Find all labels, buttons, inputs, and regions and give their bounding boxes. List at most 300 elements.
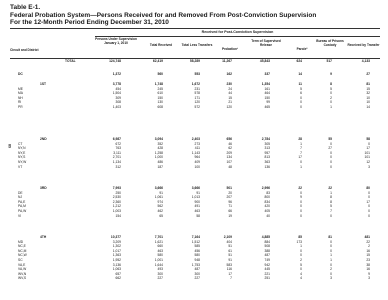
table-cell: 6,987 (112, 137, 121, 141)
table-cell: 656 (226, 137, 232, 141)
table-cell: 65 (159, 213, 163, 218)
table-cell: 10 (366, 100, 370, 105)
table-cell: 207 (226, 195, 232, 200)
table-cell: 608 (157, 104, 163, 109)
table-cell: 1,143 (191, 150, 200, 155)
table-cell: 974 (157, 199, 163, 204)
table-cell: 585 (194, 244, 200, 249)
table-cell: 101 (364, 155, 370, 160)
table-cell: 0 (300, 104, 302, 109)
col-parole: Parole² (296, 47, 308, 51)
table-cell: 834 (264, 199, 270, 204)
table-cell: 580 (194, 253, 200, 258)
table-cell: 0 (330, 271, 332, 276)
table-cell: 2 (300, 257, 302, 262)
table-cell: 14 (366, 104, 370, 109)
table-cell: 657 (115, 271, 121, 276)
table-titles (10, 4, 380, 27)
table-cell: 1,621 (154, 239, 163, 244)
table-cell: 8 (330, 199, 332, 204)
table-cell: 6 (300, 91, 302, 96)
table-cell: 38 (366, 262, 370, 267)
table-cell: 10 (366, 95, 370, 100)
table-cell: 1,403 (112, 104, 121, 109)
table-cell: 0 (368, 204, 370, 209)
table-cell: 3,778 (112, 82, 121, 86)
table-cell: 1,003 (112, 208, 121, 213)
table-cell: 11,267 (222, 59, 232, 63)
table-section (10, 137, 380, 169)
table-cell: 487 (264, 253, 270, 258)
table-cell: 8 (330, 195, 332, 200)
row-label: 2ND (40, 137, 47, 141)
table-cell: 388 (264, 248, 270, 253)
table-cell: 300 (194, 271, 200, 276)
table-cell: 464 (264, 91, 270, 96)
table-cell: 15 (228, 95, 232, 100)
table-cell: 45,843 (259, 59, 270, 63)
table-cell: 22 (328, 186, 332, 190)
table-cell: 2,996 (261, 186, 270, 190)
table-title: Federal Probation System—Persons Received for and Removed From Post-Conviction Supervision (10, 11, 317, 19)
table-cell: 9 (300, 195, 302, 200)
table-cell: 40 (266, 213, 270, 218)
table-cell: 2,403 (191, 137, 200, 141)
table-cell: 150 (264, 95, 270, 100)
table-cell: 120 (194, 100, 200, 105)
table-cell: 46 (228, 141, 232, 146)
table-cell: 411 (194, 146, 200, 151)
table-cell: 58 (196, 213, 200, 218)
row-label: NY,E (18, 150, 26, 155)
table-cell: 171 (194, 95, 200, 100)
table-cell: 81 (366, 82, 370, 86)
table-cell: 1 (300, 141, 302, 146)
table-cell: 2,530 (112, 195, 121, 200)
col-persons-under: Persons Under Supervision January 1, 2010 (95, 37, 137, 45)
table-cell: 227 (194, 276, 200, 281)
table-cell: 0 (330, 100, 332, 105)
table-cell: 7 (300, 146, 302, 151)
table-cell: 12 (366, 159, 370, 164)
table-cell: 0 (300, 253, 302, 258)
table-cell: 162 (226, 72, 232, 76)
table-cell: 465 (264, 104, 270, 109)
row-label: 4TH (40, 235, 47, 239)
table-cell: 3 (368, 276, 370, 281)
table-cell: 481 (364, 235, 370, 239)
table-cell: 11 (298, 82, 302, 86)
table-cell: 672 (115, 141, 121, 146)
table-cell: 83 (266, 190, 270, 195)
col-total-less-transfers: Total Less Transfers (181, 43, 213, 47)
table-cell: 227 (157, 276, 163, 281)
table-cell: 572 (194, 104, 200, 109)
table-cell: 0 (300, 199, 302, 204)
table-cell: 501 (226, 186, 232, 190)
table-cell: 7 (230, 276, 232, 281)
row-label: MA (18, 91, 23, 96)
col-probation: Probation¹ (222, 47, 238, 51)
table-cell: 101 (364, 150, 370, 155)
table-cell: 813 (264, 155, 270, 160)
table-cell: 55 (328, 137, 332, 141)
row-label: WV,N (18, 271, 27, 276)
row-label: VI (18, 213, 22, 218)
table-section (10, 82, 380, 110)
table-cell: 209 (226, 150, 232, 155)
row-label: 3RD (40, 186, 47, 190)
table-cell: 51 (228, 244, 232, 249)
table-section (10, 59, 380, 64)
table-cell: 17 (366, 146, 370, 151)
row-label: SC (18, 257, 23, 262)
table-cell: 0 (300, 208, 302, 213)
table-cell: 15 (366, 253, 370, 258)
table-cell: 107 (226, 159, 232, 164)
row-label: NC,E (18, 244, 26, 249)
row-label: NJ (18, 195, 23, 200)
table-cell: 1,372 (112, 72, 121, 76)
row-label: RI (18, 100, 22, 105)
row-label: DE (18, 190, 23, 195)
table-cell: 17 (298, 155, 302, 160)
table-cell: 96 (228, 199, 232, 204)
table-cell: 305 (264, 141, 270, 146)
row-label: NC,W (18, 253, 27, 258)
table-cell: 463 (194, 208, 200, 213)
page-number: 68 (8, 144, 12, 148)
table-cell: 1 (300, 244, 302, 249)
table-cell: 3,094 (154, 137, 163, 141)
col-circuit: Circuit and District (10, 48, 39, 52)
table-cell: 1,017 (112, 248, 121, 253)
table-cell: 100 (194, 164, 200, 169)
table-cell: 4,133 (361, 59, 370, 63)
col-received-transfer: Received by Transfer (347, 43, 380, 47)
table-cell: 80 (366, 186, 370, 190)
table-cell: 1,000 (154, 155, 163, 160)
table-cell: 1,753 (191, 262, 200, 267)
table-cell: 0 (368, 190, 370, 195)
table-cell: 32 (366, 91, 370, 96)
table-cell: 0 (300, 95, 302, 100)
table-cell: 1,512 (191, 239, 200, 244)
table-cell: 2 (330, 95, 332, 100)
table-cell: 1,748 (154, 82, 163, 86)
table-cell: 749 (264, 257, 270, 262)
row-label: DC (18, 72, 23, 76)
table-cell: 48 (228, 164, 232, 169)
table-cell: 20 (228, 190, 232, 195)
header-top-rule (10, 28, 380, 29)
row-label: NY,W (18, 159, 27, 164)
table-cell: 624 (296, 59, 302, 63)
table-cell: 0 (330, 213, 332, 218)
table-cell: 273 (194, 141, 200, 146)
table-cell: 1,644 (154, 262, 163, 267)
table-cell: 3 (330, 276, 332, 281)
row-label: PA,E (18, 199, 26, 204)
table-cell: 4 (300, 271, 302, 276)
table-cell: 1,672 (191, 82, 200, 86)
table-cell: 28 (298, 137, 302, 141)
table-cell: 1,952 (112, 257, 121, 262)
row-label: MD (18, 239, 24, 244)
row-label: 1ST (40, 82, 47, 86)
table-row (10, 59, 380, 64)
table-cell: 583 (226, 262, 232, 267)
table-cell: 486 (157, 159, 163, 164)
table-cell: 3,111 (113, 150, 121, 155)
table-cell: 58 (366, 137, 370, 141)
table-cell: 300 (157, 271, 163, 276)
table-cell: 463 (157, 248, 163, 253)
table-cell: 136 (264, 164, 270, 169)
table-cell: 0 (300, 204, 302, 209)
row-label: PR (18, 104, 23, 109)
received-span-header: Received for Post-Conviction Supervision (201, 30, 274, 34)
table-section (10, 72, 380, 77)
table-cell: 1,001 (154, 257, 163, 262)
table-cell: 0 (300, 213, 302, 218)
table-cell: 308 (115, 100, 121, 105)
col-total-received: Total Received (149, 43, 173, 47)
table-cell: 10,377 (110, 235, 121, 239)
table-cell: 763 (115, 146, 121, 151)
table-row (10, 72, 380, 77)
table-cell: 508 (264, 244, 270, 249)
table-cell: 134 (226, 155, 232, 160)
table-cell: 1 (300, 164, 302, 169)
table-cell: 91 (196, 190, 200, 195)
table-cell: 363 (264, 159, 270, 164)
table-cell: 900 (194, 199, 200, 204)
table-cell: 0 (330, 244, 332, 249)
table-cell: 0 (330, 141, 332, 146)
row-label: PA,W (18, 208, 27, 213)
table-cell: 27 (328, 146, 332, 151)
table-cell: 800 (264, 195, 270, 200)
table-cell: 562 (157, 204, 163, 209)
table-cell: 884 (264, 239, 270, 244)
table-cell: 120 (226, 104, 232, 109)
span-header-rule (95, 36, 380, 37)
table-cell: 578 (194, 91, 200, 96)
table-cell: 7 (330, 208, 332, 213)
table-cell: 2 (330, 267, 332, 272)
table-cell: 230 (226, 82, 232, 86)
table-cell: 7,701 (154, 235, 163, 239)
table-period: For the 12-Month Period Ending December 31, 2010 (10, 19, 169, 26)
table-cell: 0 (368, 208, 370, 213)
table-cell: 187 (157, 164, 163, 169)
table-cell: 1,363 (112, 253, 121, 258)
table-cell: 21 (228, 100, 232, 105)
table-cell: 44 (228, 91, 232, 96)
table-cell: 5 (300, 86, 302, 91)
table-cell: 58,289 (189, 59, 200, 63)
table-cell: 61 (228, 248, 232, 253)
table-cell: 3,209 (112, 239, 121, 244)
table-cell: 409 (194, 159, 200, 164)
table-cell: 19 (228, 213, 232, 218)
table-cell: 8 (330, 82, 332, 86)
table-cell: 4 (300, 276, 302, 281)
table-cell: 66 (228, 208, 232, 213)
table-cell: 1 (330, 104, 332, 109)
table-cell: 5 (300, 262, 302, 267)
table-cell: 1 (330, 257, 332, 262)
table-cell: 0 (330, 239, 332, 244)
table-cell: 1,063 (112, 267, 121, 272)
row-label: CT (18, 141, 23, 146)
table-cell: 0 (300, 190, 302, 195)
table-cell: 445 (264, 267, 270, 272)
table-cell: 7,164 (191, 235, 200, 239)
table-cell: 580 (157, 253, 163, 258)
table-cell: 0 (300, 267, 302, 272)
table-cell: 0 (368, 213, 370, 218)
row-label: NH (18, 95, 23, 100)
table-cell: 2,784 (261, 137, 270, 141)
table-cell: 0 (330, 262, 332, 267)
table-cell: 3,666 (191, 186, 200, 190)
table-cell: 0 (330, 155, 332, 160)
table-cell: 51 (228, 253, 232, 258)
table-cell: 221 (264, 271, 270, 276)
table-row (10, 214, 380, 219)
table-cell: 309 (115, 95, 121, 100)
table-cell: 487 (194, 267, 200, 272)
table-cell: 553 (194, 72, 200, 76)
table-cell: 491 (194, 204, 200, 209)
row-label: VA,W (18, 267, 27, 272)
table-cell: 22 (366, 239, 370, 244)
table-cell: 957 (264, 150, 270, 155)
table-cell: 85 (298, 235, 302, 239)
table-cell: 4,885 (261, 235, 270, 239)
table-cell: 154 (115, 213, 121, 218)
table-cell: 2,109 (223, 235, 232, 239)
table-section (10, 186, 380, 218)
table-cell: 560 (157, 72, 163, 76)
table-cell: 124,748 (109, 59, 121, 63)
table-cell: 62,419 (152, 59, 163, 63)
table-cell: 0 (330, 159, 332, 164)
table-cell: 0 (368, 195, 370, 200)
table-cell: 231 (194, 86, 200, 91)
table-cell: 251 (264, 276, 270, 281)
row-label: ME (18, 86, 23, 91)
table-cell: 1 (330, 190, 332, 195)
table-cell: 462 (157, 208, 163, 213)
table-cell: 0 (330, 248, 332, 253)
table-cell: 1,258 (154, 150, 163, 155)
table-cell: 517 (326, 59, 332, 63)
table-cell: 313 (264, 146, 270, 151)
table-cell: 3,136 (112, 262, 121, 267)
row-label: WV,S (18, 276, 27, 281)
table-cell: 3,666 (154, 186, 163, 190)
table-cell: 81 (328, 235, 332, 239)
col-supervised-release: Term of Supervised Release (251, 39, 281, 47)
table-cell: 91 (159, 190, 163, 195)
row-label: PA,M (18, 204, 26, 209)
row-label: NY,S (18, 155, 26, 160)
table-cell: 420 (264, 204, 270, 209)
table-cell: 337 (264, 72, 270, 76)
table-cell: 9 (368, 271, 370, 276)
row-label: NY,N (18, 146, 26, 151)
table-cell: 62 (228, 146, 232, 151)
table-cell: 23 (366, 257, 370, 262)
table-cell: 405 (264, 208, 270, 213)
table-cell: 161 (264, 86, 270, 91)
table-cell: 99 (266, 100, 270, 105)
table-cell: 0 (368, 141, 370, 146)
table-number: Table E-1. (10, 4, 41, 11)
table-row (10, 165, 380, 170)
table-cell: 942 (264, 262, 270, 267)
table-cell: 1,212 (112, 204, 121, 209)
table-cell: 0 (300, 159, 302, 164)
table-cell: 312 (115, 164, 121, 169)
col-bureau-custody: Bureau of Prisons Custody (316, 39, 344, 47)
table-cell: 0 (330, 164, 332, 169)
table-cell: 22 (298, 186, 302, 190)
row-label: VA,E (18, 262, 26, 267)
table-cell: 2,360 (112, 199, 121, 204)
table-cell: 948 (194, 257, 200, 262)
table-cell: 173 (296, 239, 302, 244)
table-cell: 493 (157, 267, 163, 272)
table-cell: 2,701 (112, 155, 121, 160)
table-cell: 245 (157, 86, 163, 91)
table-cell: 130 (157, 100, 163, 105)
table-cell: 91 (228, 257, 232, 262)
table-row (10, 105, 380, 110)
row-label: VT (18, 164, 23, 169)
table-cell: 1,302 (112, 244, 121, 249)
table-cell: 250 (115, 190, 121, 195)
table-cell: 1,504 (112, 91, 121, 96)
table-cell: 71 (228, 204, 232, 209)
table-cell: 3 (368, 164, 370, 169)
table-cell: 660 (157, 244, 163, 249)
table-cell: 1,134 (112, 159, 121, 164)
table-cell: 662 (115, 276, 121, 281)
table-cell: 404 (226, 239, 232, 244)
table-cell: 15 (366, 86, 370, 91)
table-cell: 0 (330, 91, 332, 96)
table-cell: 0 (300, 100, 302, 105)
table-cell: 116 (226, 267, 232, 272)
table-cell: 27 (366, 72, 370, 76)
table-cell: 0 (330, 150, 332, 155)
table-cell: 2 (368, 244, 370, 249)
table-cell: 0 (300, 248, 302, 253)
table-cell: 1,354 (261, 82, 270, 86)
table-cell: 17 (366, 199, 370, 204)
table-cell: 16 (366, 267, 370, 272)
table-cell: 16 (366, 248, 370, 253)
table-cell: 456 (194, 248, 200, 253)
table-row (10, 276, 380, 281)
table-cell: 1,061 (154, 195, 163, 200)
table-cell: 7 (300, 150, 302, 155)
table-cell: 24 (228, 86, 232, 91)
